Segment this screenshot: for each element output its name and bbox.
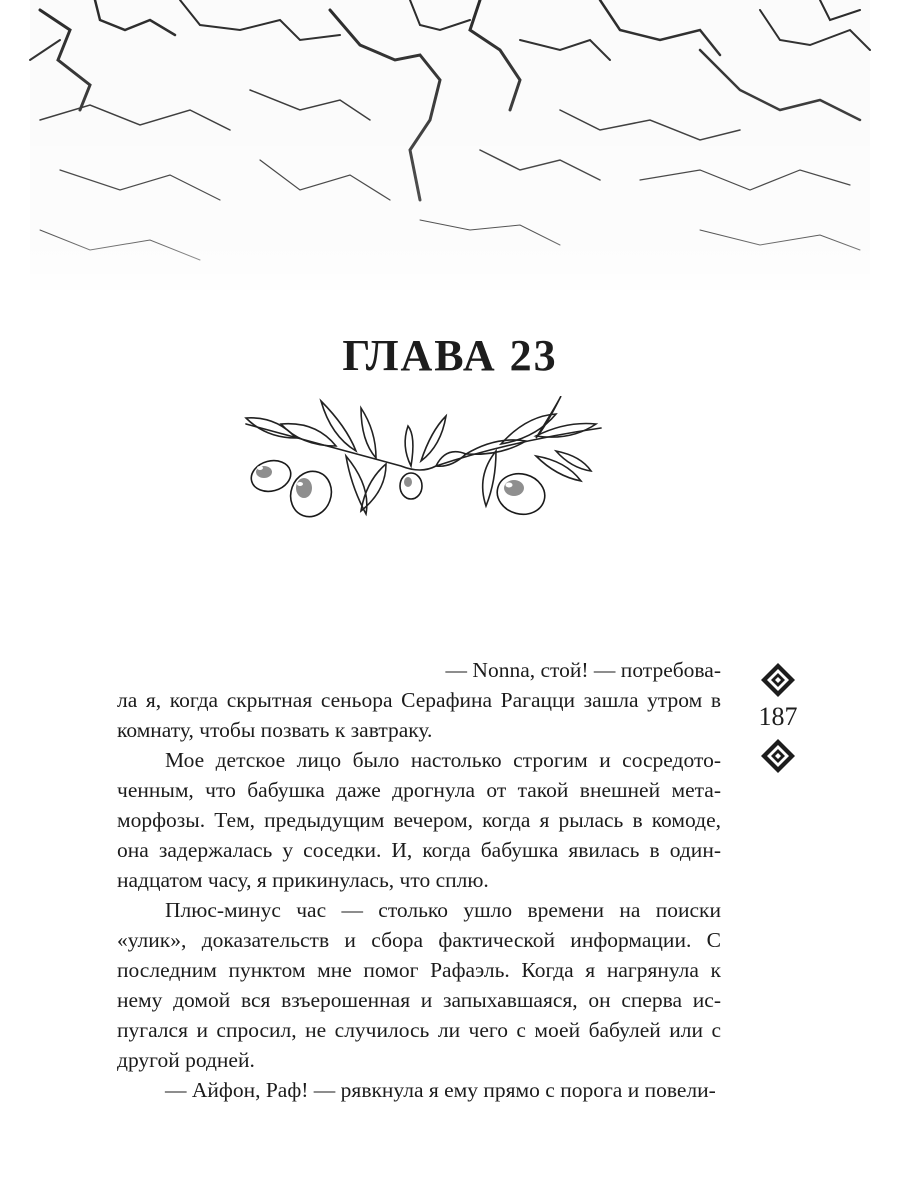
paragraph: — Айфон, Раф! — рявкнула я ему прямо с порога и повели- [165, 1078, 716, 1102]
diamond-ornament-icon [760, 662, 796, 698]
olive-branch-icon [236, 396, 606, 524]
paragraph: ла я, когда скрытная сеньора Серафина Рагацци зашла утром в комнату, чтобы позвать к завтраку. [117, 688, 721, 742]
paragraph: Мое детское лицо было настолько строгим и сосредоточенным, что бабушка даже дрогнула от такой внешней метаморфозы. Тем, предыдущим вечером, когда я рылась в комоде, она задержалась у соседки. И, когда бабушка явилась в одиннадцатом часу, я прикинулась, что сплю. [117, 748, 721, 892]
chapter-body-text [117, 655, 721, 1105]
diamond-ornament-icon [760, 738, 796, 774]
chapter-title: ГЛАВА 23 [342, 331, 558, 380]
paragraph: — Nonna, стой! — потребова- [445, 658, 721, 682]
paragraph: Плюс-минус час — столько ушло времени на поиски «улик», доказательств и сбора фактической информации. С последним пунктом мне помог Рафаэль. Когда я нагрянула к нему домой вся взъерошенная и запыхавшаяся, он сперва испугался и спросил, не случилось ли чего с моей бабулей или с другой родней. [117, 898, 721, 1072]
page-number: 187 [758, 702, 798, 731]
page-marker [756, 662, 800, 774]
marble-header-art [0, 0, 900, 310]
